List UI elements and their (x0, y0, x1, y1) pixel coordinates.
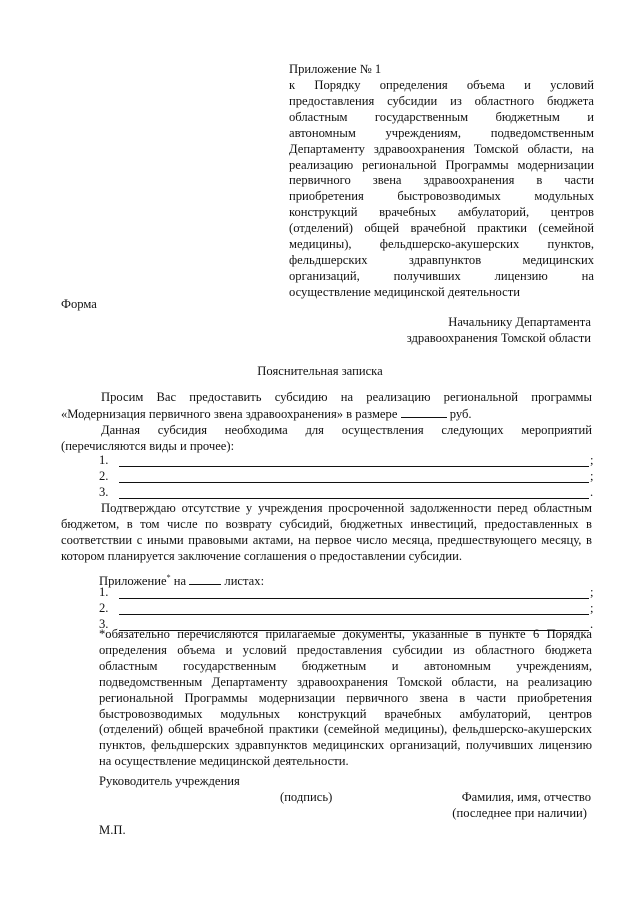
confirm-line-last: котором планируется заключение соглашения о предоставлении субсидии. (61, 548, 462, 563)
appendix-line: приобретения быстровозводимых модульных (289, 189, 594, 204)
appendix-line: первичного звена здравоохранения в части (289, 173, 594, 188)
appendix-line: Департаменту здравоохранения Томской области, на (289, 141, 594, 156)
list1-blank-1[interactable] (119, 466, 589, 467)
footnote-line-last: на осуществление медицинской деятельности. (99, 754, 349, 769)
list1-end-2: ; (590, 469, 594, 483)
list2-num-3: 3. (99, 617, 109, 631)
footnote-line: (отделений) общей врачебной практики (семейной медицины), фельдшерско-акушерских (99, 722, 592, 737)
footnote-line: быстровозводимых модульных конструкций врачебных амбулаторий, центров (99, 706, 592, 721)
appendix-line: областным государственным бюджетным и (289, 109, 594, 124)
attachment-end: листах: (224, 574, 265, 589)
list2-blank-2[interactable] (119, 614, 589, 615)
list1-end-3: . (590, 485, 594, 499)
footnote-line: пунктов, фельдшерских здравпунктов медицинских организаций, получивших лицензию (99, 738, 592, 753)
appendix-line: предоставления субсидии из областного бюджета (289, 93, 594, 108)
signature-head: Руководитель учреждения (99, 774, 240, 788)
list1-num-3: 3. (99, 485, 109, 499)
attachment-label: Приложение (99, 574, 167, 589)
list1-num-2: 2. (99, 469, 109, 483)
list1-blank-2[interactable] (119, 482, 589, 483)
footnote-line: *обязательно перечисляются прилагаемые документы, указанные в пункте 6 Порядка (99, 627, 592, 641)
confirm-line: бюджетом, в том числе по возврату субсидий, бюджетных инвестиций, предоставленных в (61, 516, 592, 531)
appendix-line: медицины), фельдшерско-акушерских пунктов, (289, 237, 594, 252)
confirm-paragraph (61, 501, 592, 565)
addressee-line-1: Начальнику Департамента (448, 315, 591, 329)
appendix-text (289, 78, 594, 301)
attachment-line (99, 570, 264, 590)
footnote-line: региональной Программы модернизации первичного звена в части приобретения (99, 690, 592, 705)
list2-end-3: . (590, 617, 594, 631)
request-line-1: Просим Вас предоставить субсидию на реализацию региональной программы (101, 390, 592, 404)
appendix-line: (отделений) общей врачебной практики (семейной (289, 221, 594, 236)
sheets-count-blank[interactable] (189, 573, 221, 585)
appendix-line: конструкций врачебных амбулаторий, центров (289, 205, 594, 220)
addressee-line-2: здравоохранения Томской области (406, 331, 591, 345)
list2-end-2: ; (590, 601, 594, 615)
appendix-line: автономным учреждениям, подведомственным (289, 125, 594, 140)
appendix-line: реализацию региональной Программы модернизации (289, 157, 594, 172)
request-line-2-prefix: «Модернизация первичного звена здравоохранения» в размере (61, 406, 398, 421)
request-line-2 (61, 406, 592, 423)
footnote-line: областным государственным бюджетным и автономным учреждениям, (99, 658, 592, 673)
list1-blank-3[interactable] (119, 498, 589, 499)
form-label: Форма (61, 297, 97, 311)
appendix-line-last: осуществление медицинской деятельности (289, 284, 521, 299)
list2-blank-1[interactable] (119, 598, 589, 599)
request-line-2-suffix: руб. (449, 406, 472, 421)
signature-name: Фамилия, имя, отчество (461, 790, 591, 804)
stamp-label: М.П. (99, 823, 126, 837)
signature-sign: (подпись) (280, 790, 333, 804)
signature-name-note: (последнее при наличии) (452, 806, 587, 820)
footnote-line: подведомственным Департаменту здравоохранения Томской области, на реализацию (99, 674, 592, 689)
subsidy-line-2: (перечисляются виды и прочее): (61, 438, 235, 453)
amount-blank[interactable] (401, 406, 447, 418)
attachment-mark: * (166, 573, 171, 582)
footnote-line: определения объема и условий предоставления субсидии из областного бюджета (99, 642, 592, 657)
list2-num-1: 1. (99, 585, 109, 599)
list2-end-1: ; (590, 585, 594, 599)
appendix-line: организаций, получивших лицензию на (289, 268, 594, 283)
appendix-line: к Порядку определения объема и условий (289, 78, 594, 92)
confirm-line: соответствии с иными правовыми актами, на первое число месяца, предшествующего месяцу, в (61, 532, 592, 547)
list1-num-1: 1. (99, 453, 109, 467)
appendix-title: Приложение № 1 (289, 62, 382, 76)
footnote-paragraph (99, 627, 592, 770)
note-title: Пояснительная записка (257, 364, 383, 378)
attachment-mid: на (173, 574, 187, 589)
appendix-line: фельдшерских здравпунктов медицинских (289, 252, 594, 267)
request-paragraph (61, 390, 592, 455)
subsidy-line-1: Данная субсидия необходима для осуществления следующих мероприятий (101, 422, 592, 437)
confirm-line: Подтверждаю отсутствие у учреждения просроченной задолженности перед областным (101, 501, 592, 515)
list2-num-2: 2. (99, 601, 109, 615)
list1-end-1: ; (590, 453, 594, 467)
